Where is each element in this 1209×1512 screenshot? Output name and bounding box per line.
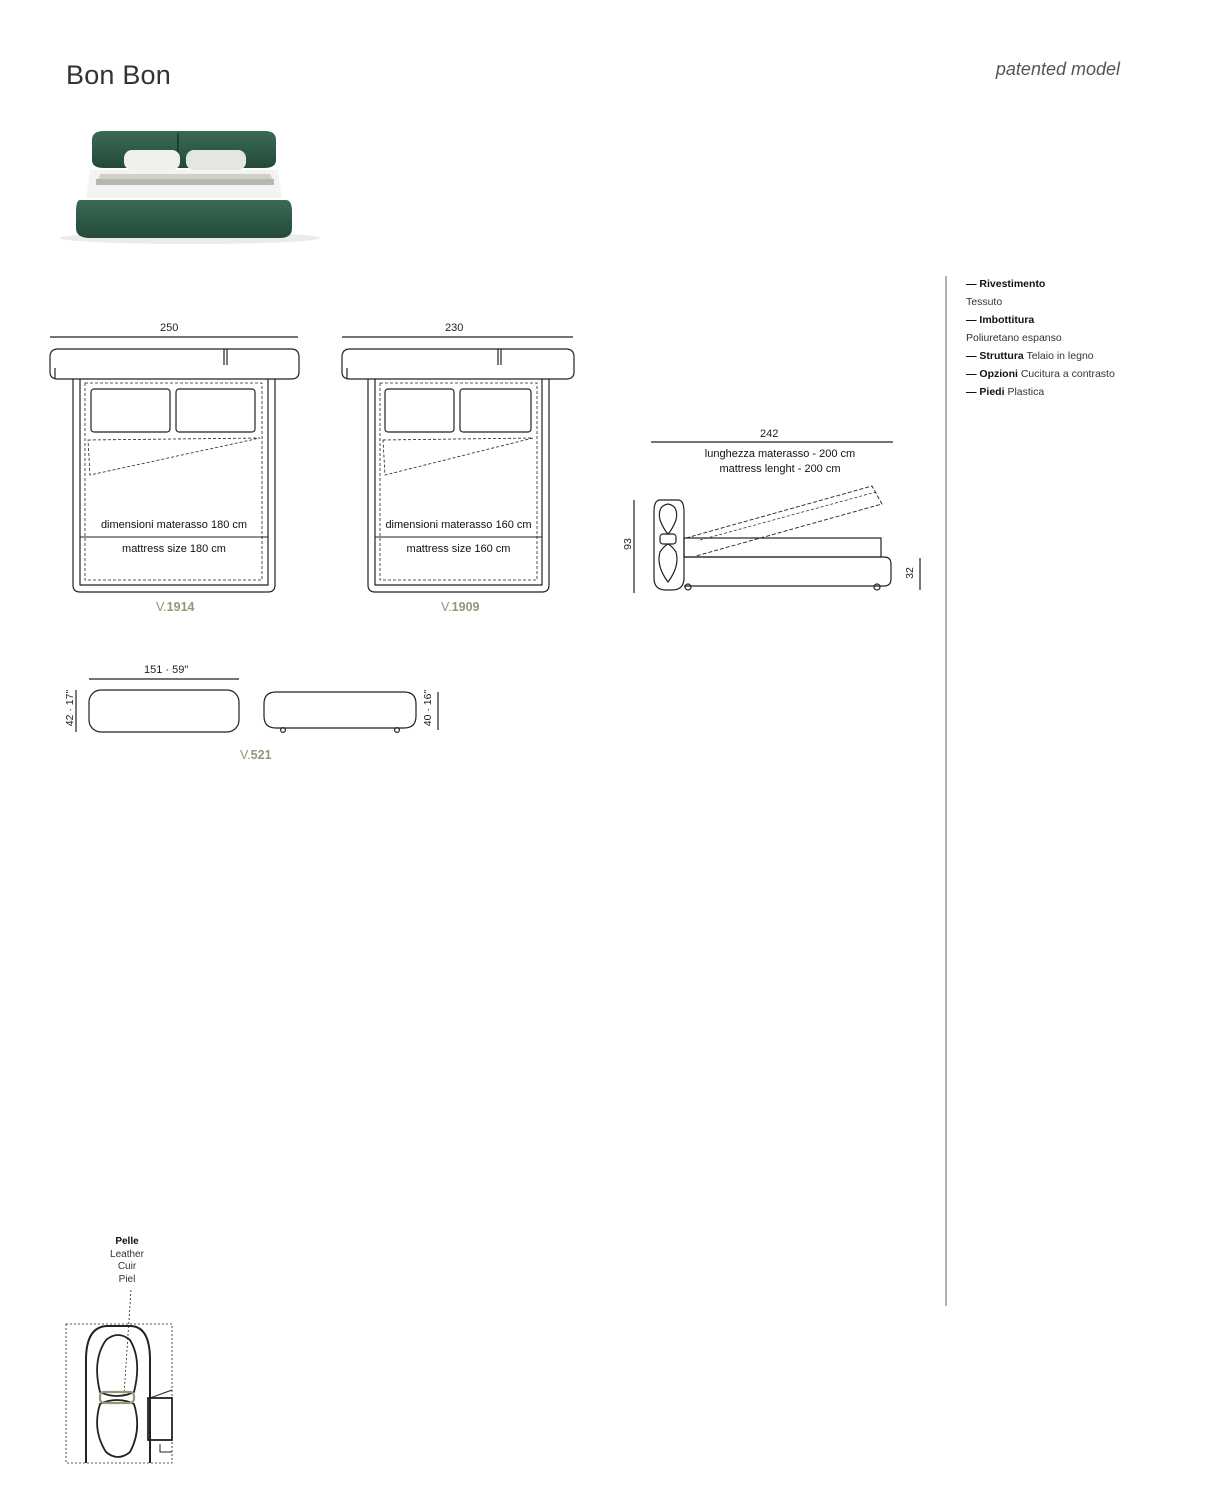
- column-divider: [945, 276, 947, 1306]
- side-mattress-length-en: mattress lenght - 200 cm: [719, 463, 841, 475]
- leather-material-label: [100, 1236, 154, 1286]
- spec-piedi: — Piedi Plastica: [966, 386, 1045, 398]
- spec-struttura: — Struttura Telaio in legno: [966, 350, 1094, 362]
- bench-drawing: [76, 679, 438, 732]
- leather-detail: [66, 1290, 172, 1463]
- bench-code: V.521: [240, 748, 272, 762]
- spec-rivestimento-label: — Rivestimento: [966, 278, 1046, 290]
- plan1-mattress-it: dimensioni materasso 180 cm: [100, 519, 248, 531]
- bench-height-right-label: 40 · 16": [422, 689, 434, 727]
- plan1-width-label: 250: [160, 322, 179, 334]
- bench-width-label: 151 · 59": [144, 664, 189, 676]
- spec-rivestimento-value: Tessuto: [966, 296, 1003, 308]
- plan2-mattress-it: dimensioni materasso 160 cm: [385, 519, 532, 531]
- material-translation-es: Piel: [118, 1273, 136, 1285]
- plan2-code: V.1909: [441, 600, 480, 614]
- material-translation-en: Leather: [110, 1248, 144, 1260]
- side-height-label: 93: [622, 538, 634, 550]
- plan1-mattress-en: mattress size 180 cm: [122, 543, 226, 555]
- spec-list: [966, 275, 1196, 401]
- plan2-mattress-en: mattress size 160 cm: [406, 543, 511, 555]
- side-base-height-label: 32: [904, 567, 916, 579]
- material-name: Pelle: [115, 1236, 139, 1247]
- plan1-code: V.1914: [156, 600, 195, 614]
- material-translation-fr: Cuir: [117, 1261, 137, 1272]
- patented-label: patented model: [995, 59, 1120, 79]
- page-title: Bon Bon: [66, 60, 171, 90]
- side-mattress-length-it: lunghezza materasso - 200 cm: [704, 448, 856, 460]
- spec-imbottitura-value: Poliuretano espanso: [966, 332, 1062, 344]
- spec-opzioni: — Opzioni Cucitura a contrasto: [966, 368, 1115, 380]
- side-length-label: 242: [760, 428, 779, 440]
- plan2-width-label: 230: [445, 322, 464, 334]
- spec-imbottitura-label: — Imbottitura: [966, 314, 1035, 326]
- bench-height-left-label: 42 · 17": [64, 689, 76, 727]
